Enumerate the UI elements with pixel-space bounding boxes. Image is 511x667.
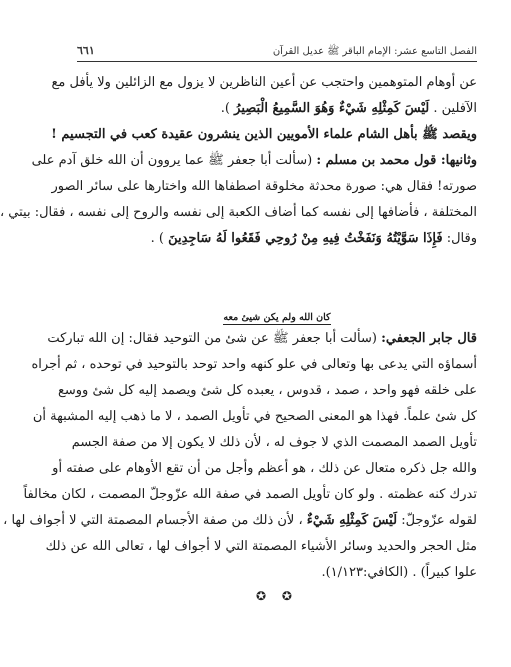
text-run: وقال:	[446, 231, 477, 246]
text-run: (سألت أبا جعفر ﷺ عما يروون أن الله خلق آدم على	[31, 153, 313, 168]
paragraph-line: كل شئ علماً. فهذا هو المعنى الصحيح في تأويل الصمد ، لا ما ذهب إليه المشبهة أن	[32, 409, 477, 424]
paragraph-line: ويقصد ﷺ بأهل الشام علماء الأمويين الذين ينشرون عقيدة كعب في التجسيم !	[51, 127, 477, 142]
paragraph-line	[31, 148, 477, 174]
paragraph-line: المختلفة ، فأضافها إلى نفسه كما أضاف الكعبة إلى نفسه والروح إلى نفسه ، فقال: بيتي ،	[0, 205, 477, 220]
paragraph-line: أسماؤه التي يدعى بها وتعالى في علو كنهه واحد توحد بالتوحيد في توحده ، ثم أجراه	[31, 357, 477, 372]
paragraph-line: تدرك كنه عظمته . ولو كان تأويل الصمد في صفة الله عزّوجلّ المصمت ، لكان مخالفاً	[23, 487, 477, 502]
narrator-label: قال جابر الجعفي:	[381, 331, 477, 346]
quran-verse: فَإِذَا سَوَّيْتُهُ وَنَفَخْتُ فِيهِ مِنْ رُوحِي فَقَعُوا لَهُ سَاجِدِينَ	[168, 231, 443, 246]
paragraph-line	[77, 96, 477, 122]
section-end-ornament: ✪ ✪	[256, 589, 298, 603]
page-number: ٦٦١	[77, 44, 95, 57]
paragraph-line	[3, 508, 477, 534]
paragraph-line: على خلقه فهو واحد ، صمد ، قدوس ، يعبده كل شئ ويصمد إليه كل شئ ووسع	[57, 383, 477, 398]
chapter-title: الفصل التاسع عشر: الإمام الباقر ﷺ عديل القرآن	[272, 46, 477, 57]
section-1	[0, 70, 477, 252]
section-2	[3, 326, 477, 586]
paragraph-line	[47, 326, 477, 352]
paragraph-line: صورته! فقال هي: صورة محدثة مخلوقة اصطفاها الله واختارها على سائر الصور	[51, 179, 477, 194]
text-run: ، لأن ذلك من صفة الأجسام المصمتة التي لا أجواف لها ،	[3, 513, 303, 528]
header-rule	[77, 61, 477, 62]
text-run: ) .	[150, 231, 164, 246]
quran-verse: لَيْسَ كَمِثْلِهِ شَيْءٌ وَهُوَ السَّمِيعُ الْبَصِيرُ	[234, 101, 430, 116]
paragraph-line: مثل الحجر والحديد وسائر الأشياء المصمتة التي لا أجواف لها ، تعالى الله عن ذلك	[45, 539, 477, 554]
paragraph-line	[77, 226, 477, 252]
section-subheading: كان الله ولم يكن شيئ معه	[223, 312, 331, 323]
narrator-label: وثانيها: قول محمد بن مسلم :	[316, 153, 477, 168]
paragraph-line: علوا كبيراً) . (الكافي:١/١٢٣).	[321, 565, 477, 580]
text-run: ).	[220, 101, 230, 116]
text-run: لقوله عزّوجلّ:	[401, 513, 477, 528]
paragraph-line: تأويل الصمد المصمت الذي لا جوف له ، لأن ذلك لا يكون إلا من صفة الجسم	[71, 435, 477, 450]
quran-verse: لَيْسَ كَمِثْلِهِ شَيْءٌ	[306, 513, 398, 528]
paragraph-line: والله جل ذكره متعال عن ذلك ، هو أعظم وأجل من أن تقع الأوهام على صفته أو	[52, 461, 477, 476]
text-run: (سألت أبا جعفر ﷺ عن شئ من التوحيد فقال: إن الله تباركت	[47, 331, 377, 346]
text-run: الآفلين .	[433, 101, 477, 116]
running-header	[77, 44, 477, 59]
paragraph-line: عن أوهام المتوهمين واحتجب عن أعين الناظرين لا يزول مع الزائلين ولا يأفل مع	[51, 75, 477, 90]
